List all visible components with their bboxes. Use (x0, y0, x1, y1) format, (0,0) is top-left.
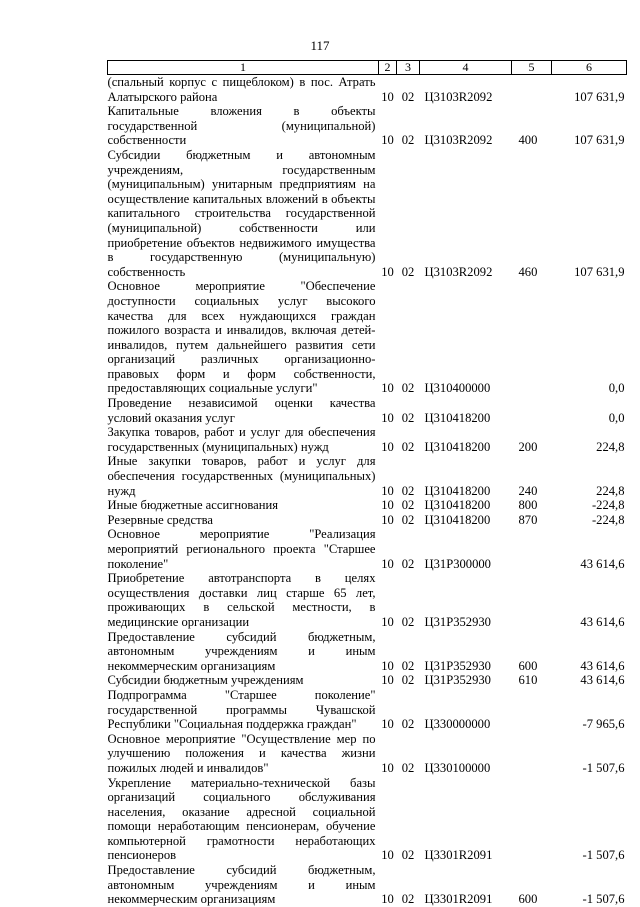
row-section: 10 (381, 717, 394, 732)
row-section: 10 (381, 848, 394, 863)
row-subsection: 02 (401, 614, 415, 629)
row-amount: -224,8 (591, 512, 625, 527)
row-target-code: Ц310400000 (424, 381, 491, 396)
row-section: 10 (381, 89, 394, 104)
row-amount: -7 965,6 (582, 717, 625, 732)
row-amount: -1 507,6 (582, 848, 625, 863)
table-row (108, 513, 627, 528)
row-amount: 107 631,9 (574, 89, 625, 104)
header-col-2: 2 (379, 61, 397, 75)
row-amount: 43 614,6 (580, 614, 625, 629)
header-row (108, 61, 627, 75)
table-row (108, 75, 627, 105)
row-subsection: 02 (401, 760, 415, 775)
table-row (108, 863, 627, 907)
row-amount: 43 614,6 (580, 673, 625, 688)
row-name: Основное мероприятие "Обеспечение доступности социальных услуг высокого качества для всех нуждающихся граждан пожилого возраста и инвалидов, включая детей-инвалидов, путем дальнейшего развития сети организаций различных организационно-правовых форм и форм собственности, предоставляющих социальные услуги" (107, 279, 376, 396)
row-expense-type (512, 75, 552, 105)
row-target-code: Ц310418200 (424, 512, 491, 527)
row-section: 10 (381, 498, 394, 513)
row-target-code: Ц310418200 (424, 439, 491, 454)
row-name: Основное мероприятие "Реализация мероприятий регионального проекта "Старшее поколение" (107, 527, 376, 571)
row-target-code: Ц31P352930 (424, 658, 491, 673)
table-row (108, 279, 627, 396)
row-name: Капитальные вложения в объекты государственной (муниципальной) собственности (107, 104, 376, 148)
row-name: Основное мероприятие "Осуществление мер по улучшению положения и качества жизни пожилых людей и инвалидов" (107, 731, 376, 775)
row-amount: 0,0 (608, 410, 625, 425)
table-row (108, 425, 627, 454)
row-name: Приобретение автотранспорта в целях осуществления доставки лиц старше 65 лет, проживающих в сельской местности, в медицинские организации (107, 571, 376, 629)
row-name: Субсидии бюджетным и автономным учреждениям, государственным (муниципальным) унитарным предприятиям на осуществление капитальных вложений в объекты капитального строительства государственной (муниципальной) собственности или приобретение объектов недвижимого имущества в государственную (муниципальную) собственность (107, 147, 376, 279)
row-name: Предоставление субсидий бюджетным, автономным учреждениям и иным некоммерческим организациям (107, 629, 376, 673)
row-section: 10 (381, 512, 394, 527)
budget-table (107, 60, 627, 907)
row-target-code: Ц310418200 (424, 498, 491, 513)
row-section: 10 (381, 483, 394, 498)
row-name: Иные бюджетные ассигнования (107, 498, 279, 513)
row-section: 10 (381, 658, 394, 673)
table-row (108, 732, 627, 776)
table-row (108, 776, 627, 864)
row-subsection: 02 (401, 410, 415, 425)
row-target-code: Ц3301R2091 (424, 848, 493, 863)
row-expense-type (512, 571, 552, 629)
row-amount: -224,8 (591, 498, 625, 513)
row-expense-type: 400 (518, 133, 538, 148)
row-name: Проведение независимой оценки качества условий оказания услуг (107, 396, 376, 425)
row-amount: 43 614,6 (580, 658, 625, 673)
row-amount: 0,0 (608, 381, 625, 396)
row-expense-type (512, 279, 552, 396)
row-section: 10 (381, 133, 394, 148)
row-subsection: 02 (401, 439, 415, 454)
table-row (108, 630, 627, 674)
row-expense-type (512, 688, 552, 732)
row-expense-type (512, 396, 552, 425)
table-row (108, 104, 627, 148)
row-target-code: Ц330000000 (424, 717, 491, 732)
table-row (108, 571, 627, 629)
header-col-4: 4 (420, 61, 512, 75)
row-expense-type: 610 (518, 673, 538, 688)
table-row (108, 673, 627, 688)
table-row (108, 688, 627, 732)
row-expense-type: 600 (518, 658, 538, 673)
row-target-code: Ц31P352930 (424, 614, 491, 629)
row-name: Укрепление материально-технической базы организаций социального обслуживания населения, оказание адресной социальной помощи неработающим пенсионерам, обучение компьютерной грамотности неработающих пенсионеров (107, 775, 376, 863)
row-expense-type: 240 (518, 483, 538, 498)
header-col-3: 3 (397, 61, 420, 75)
row-subsection: 02 (401, 892, 415, 907)
row-amount: 224,8 (596, 483, 625, 498)
row-name: Закупка товаров, работ и услуг для обеспечения государственных (муниципальных) нужд (107, 425, 376, 454)
table-row (108, 454, 627, 498)
row-amount: 107 631,9 (574, 133, 625, 148)
row-amount: 224,8 (596, 439, 625, 454)
row-expense-type (512, 776, 552, 864)
row-section: 10 (381, 673, 394, 688)
row-subsection: 02 (401, 848, 415, 863)
table-row (108, 527, 627, 571)
table-row (108, 396, 627, 425)
row-target-code: Ц3103R2092 (424, 264, 493, 279)
row-expense-type (512, 732, 552, 776)
row-subsection: 02 (401, 556, 415, 571)
row-subsection: 02 (401, 498, 415, 513)
row-name: Резервные средства (107, 512, 214, 527)
row-section: 10 (381, 760, 394, 775)
table-row (108, 148, 627, 279)
row-section: 10 (381, 892, 394, 907)
row-subsection: 02 (401, 512, 415, 527)
row-target-code: Ц310418200 (424, 483, 491, 498)
row-name: Подпрограмма "Старшее поколение" государственной программы Чувашской Республики "Социальная поддержка граждан" (107, 687, 376, 732)
row-expense-type: 800 (518, 498, 538, 513)
table-body (108, 75, 627, 907)
page-number: 117 (310, 38, 330, 53)
row-target-code: Ц330100000 (424, 760, 491, 775)
row-name: Субсидии бюджетным учреждениям (107, 673, 304, 688)
row-section: 10 (381, 264, 394, 279)
row-name: Предоставление субсидий бюджетным, автономным учреждениям и иным некоммерческим организациям (107, 863, 376, 907)
row-section: 10 (381, 381, 394, 396)
row-target-code: Ц3301R2091 (424, 892, 493, 907)
table-header (108, 61, 627, 75)
row-subsection: 02 (401, 673, 415, 688)
row-amount: -1 507,6 (582, 760, 625, 775)
row-subsection: 02 (401, 381, 415, 396)
row-expense-type (512, 527, 552, 571)
row-subsection: 02 (401, 89, 415, 104)
row-expense-type: 460 (518, 264, 538, 279)
row-amount: -1 507,6 (582, 892, 625, 907)
row-section: 10 (381, 439, 394, 454)
row-subsection: 02 (401, 658, 415, 673)
row-target-code: Ц31P352930 (424, 673, 491, 688)
row-target-code: Ц31P300000 (424, 556, 491, 571)
row-section: 10 (381, 410, 394, 425)
row-expense-type: 600 (518, 892, 538, 907)
header-col-1: 1 (108, 61, 379, 75)
row-subsection: 02 (401, 483, 415, 498)
row-target-code: Ц3103R2092 (424, 89, 493, 104)
row-subsection: 02 (401, 264, 415, 279)
row-subsection: 02 (401, 133, 415, 148)
row-subsection: 02 (401, 717, 415, 732)
row-amount: 43 614,6 (580, 556, 625, 571)
row-name: Иные закупки товаров, работ и услуг для обеспечения государственных (муниципальных) нужд (107, 454, 376, 498)
row-target-code: Ц310418200 (424, 410, 491, 425)
header-col-5: 5 (512, 61, 552, 75)
row-name: (спальный корпус с пищеблоком) в пос. Атрать Алатырского района (107, 75, 376, 104)
row-section: 10 (381, 556, 394, 571)
table-row (108, 498, 627, 513)
row-section: 10 (381, 614, 394, 629)
row-target-code: Ц3103R2092 (424, 133, 493, 148)
row-amount: 107 631,9 (574, 264, 625, 279)
row-expense-type: 870 (518, 512, 538, 527)
row-expense-type: 200 (518, 439, 538, 454)
header-col-6: 6 (552, 61, 627, 75)
